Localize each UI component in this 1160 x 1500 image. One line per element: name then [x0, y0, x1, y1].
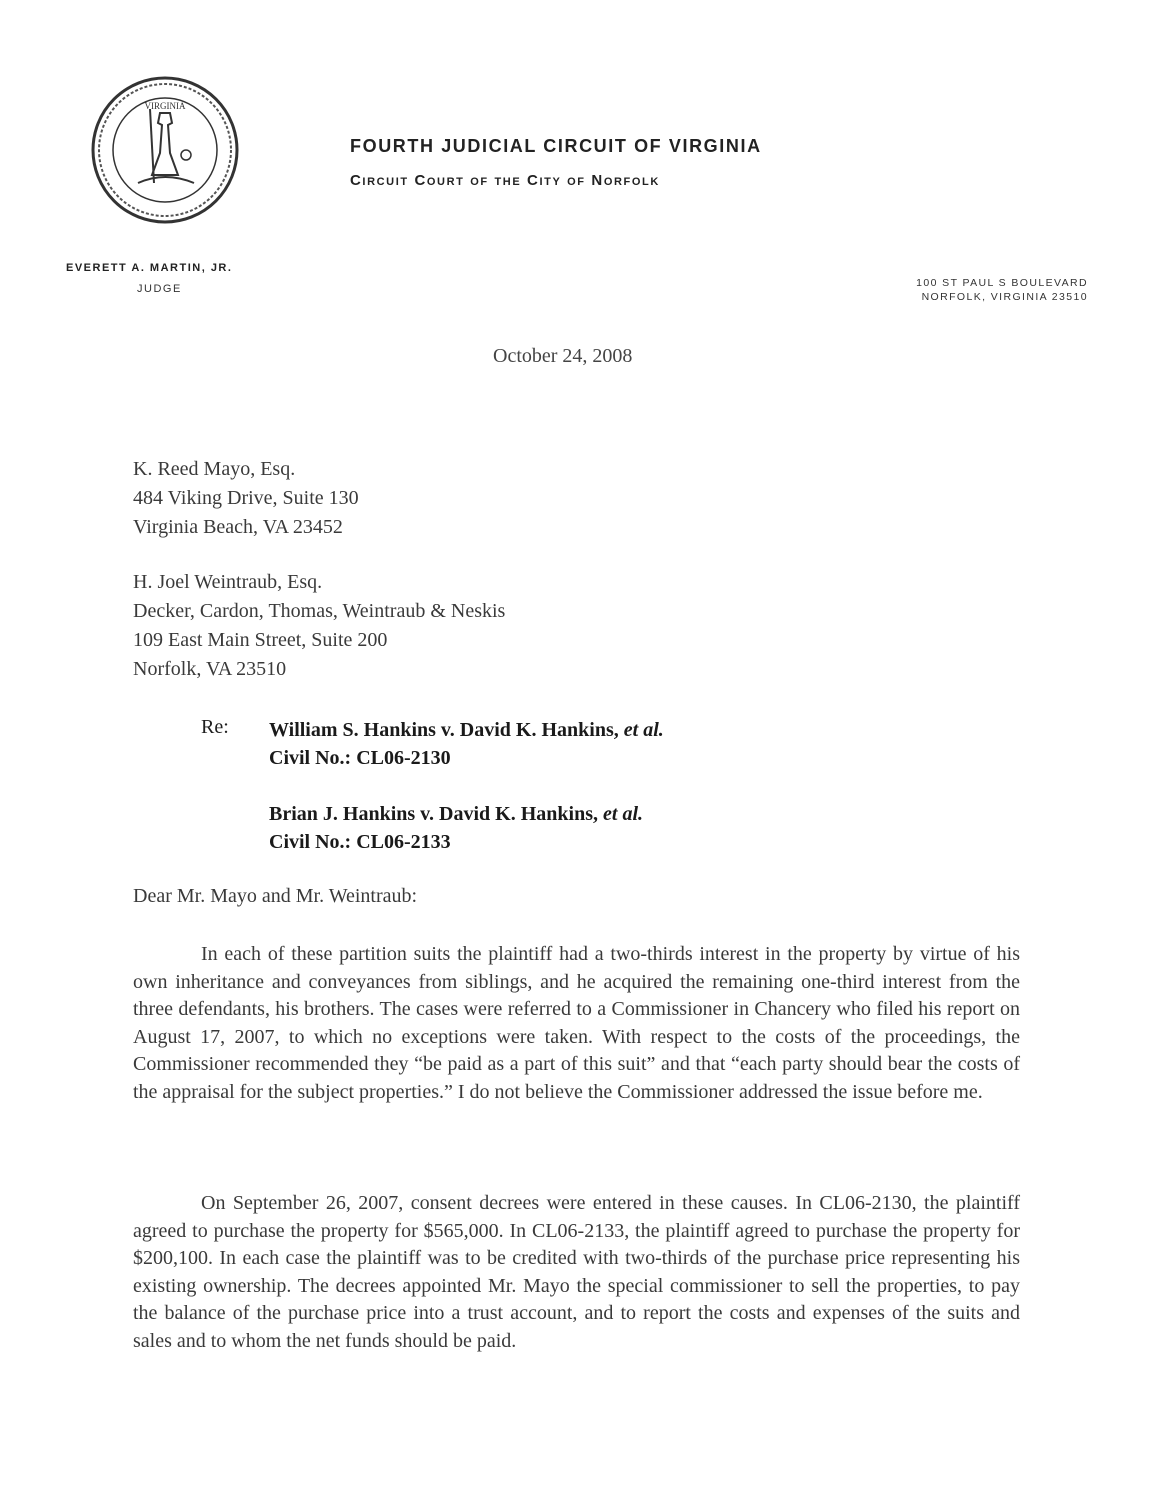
re-case: [269, 716, 664, 772]
salutation: Dear Mr. Mayo and Mr. Weintraub:: [133, 885, 418, 907]
judge-title: JUDGE: [137, 283, 182, 295]
recipient-line: Virginia Beach, VA 23452: [133, 516, 343, 538]
re-case: [269, 800, 643, 856]
court-title: FOURTH JUDICIAL CIRCUIT OF VIRGINIA: [350, 136, 762, 156]
court-address-line1: 100 ST PAUL S BOULEVARD: [916, 277, 1088, 289]
case-title: William S. Hankins v. David K. Hankins,: [269, 719, 619, 741]
body-paragraph: On September 26, 2007, consent decrees were entered in these causes. In CL06-2130, the plaintiff agreed to purchase the property for $565,000. In CL06-2133, the plaintiff agreed to purchase the property for $200,100. In each case the plaintiff was to be credited with two-thirds of the purchase price representing his existing ownership. The decrees appointed Mr. Mayo the special commissioner to sell the properties, to pay the balance of the purchase price into a trust account, and to report the costs and expenses of the suits and sales and to whom the net funds should be paid.: [133, 1192, 1020, 1352]
recipient-line: H. Joel Weintraub, Esq.: [133, 571, 323, 593]
virginia-seal: [90, 75, 240, 225]
judge-name: EVERETT A. MARTIN, JR.: [66, 262, 233, 274]
case-number: Civil No.: CL06-2130: [269, 747, 451, 769]
recipient-line: K. Reed Mayo, Esq.: [133, 458, 296, 480]
case-number: Civil No.: CL06-2133: [269, 831, 451, 853]
recipient-line: Decker, Cardon, Thomas, Weintraub & Neskis: [133, 600, 506, 622]
case-title: Brian J. Hankins v. David K. Hankins,: [269, 803, 599, 825]
seal-label: VIRGINIA: [144, 101, 186, 111]
case-suffix: et al.: [603, 803, 644, 825]
recipient-line: Norfolk, VA 23510: [133, 658, 287, 680]
court-subtitle: Circuit Court of the City of Norfolk: [350, 172, 660, 189]
recipient-line: 109 East Main Street, Suite 200: [133, 629, 388, 651]
recipient-block: [133, 455, 359, 542]
re-label: Re:: [201, 716, 229, 738]
recipient-block: [133, 568, 505, 684]
letter-date: October 24, 2008: [493, 345, 633, 367]
recipient-line: 484 Viking Drive, Suite 130: [133, 487, 359, 509]
case-suffix: et al.: [623, 719, 664, 741]
court-address-line2: NORFOLK, VIRGINIA 23510: [921, 291, 1088, 303]
body-paragraph: In each of these partition suits the plaintiff had a two-thirds interest in the property by virtue of his own inheritance and conveyances from siblings, and he acquired the remaining one-third interest from the three defendants, his brothers. The cases were referred to a Commissioner in Chancery who filed his report on August 17, 2007, to which no exceptions were taken. With respect to the costs of the proceedings, the Commissioner recommended they “be paid as a part of this suit” and that “each party should bear the costs of the appraisal for the subject properties.” I do not believe the Commissioner addressed the issue before me.: [133, 943, 1020, 1103]
